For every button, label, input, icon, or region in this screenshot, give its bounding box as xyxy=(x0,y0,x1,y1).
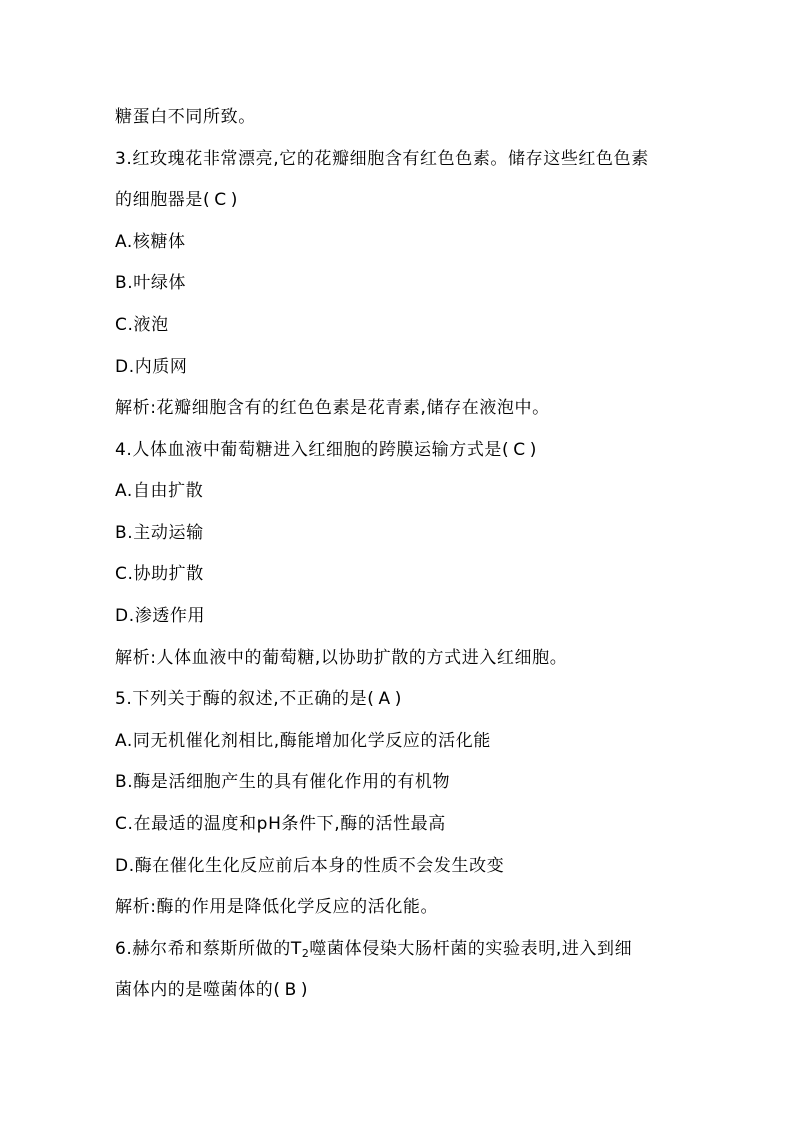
question-5-option-a xyxy=(115,730,491,752)
text-span: 噬菌体侵染大肠杆菌的实验表明,进入到细 xyxy=(309,939,633,959)
text-span: C.协助扩散 xyxy=(115,564,204,584)
question-5-stem xyxy=(115,688,402,710)
text-span: C.液泡 xyxy=(115,315,169,335)
subscript: 2 xyxy=(301,947,310,960)
text-span: 解析:酶的作用是降低化学反应的活化能。 xyxy=(115,897,439,917)
question-5-option-d xyxy=(115,855,504,877)
text-span: B.主动运输 xyxy=(115,523,204,543)
text-span: 解析:人体血液中的葡萄糖,以协助扩散的方式进入红细胞。 xyxy=(115,648,568,668)
question-4-explanation xyxy=(115,647,567,669)
question-5-answer: A xyxy=(378,689,391,709)
text-span: 3.红玫瑰花非常漂亮,它的花瓣细胞含有红色色素。储存这些红色色素 xyxy=(115,149,649,169)
text-span: ) xyxy=(230,190,238,210)
text-span: 菌体内的是噬菌体的( xyxy=(115,980,281,1000)
text-span: B.酶是活细胞产生的具有催化作用的有机物 xyxy=(115,772,451,792)
text-line xyxy=(115,106,256,128)
question-3-stem xyxy=(115,148,649,170)
question-4-option-b xyxy=(115,522,204,544)
text-span: B.叶绿体 xyxy=(115,273,187,293)
question-5-option-c xyxy=(115,813,446,835)
question-3-answer: C xyxy=(214,190,227,210)
question-4-option-a xyxy=(115,480,203,502)
text-span: 糖蛋白不同所致。 xyxy=(115,107,256,127)
text-span: 解析:花瓣细胞含有的红色色素是花青素,储存在液泡中。 xyxy=(115,398,550,418)
text-span: C.在最适的温度和pH条件下,酶的活性最高 xyxy=(115,814,446,834)
text-span: A.自由扩散 xyxy=(115,481,204,501)
text-span: 的细胞器是( xyxy=(115,190,211,210)
text-span: ) xyxy=(394,689,402,709)
question-3-stem-cont xyxy=(115,189,238,211)
question-3-explanation xyxy=(115,397,550,419)
question-6-stem-cont xyxy=(115,979,308,1001)
question-3-option-d xyxy=(115,356,188,378)
question-6-stem xyxy=(115,938,632,960)
text-span: A.同无机催化剂相比,酶能增加化学反应的活化能 xyxy=(115,731,491,751)
text-span: 6.赫尔希和蔡斯所做的T xyxy=(115,939,302,959)
question-5-explanation xyxy=(115,896,438,918)
text-span: ) xyxy=(300,980,309,1000)
question-3-option-a xyxy=(115,231,186,253)
question-4-stem xyxy=(115,439,537,461)
question-3-option-b xyxy=(115,272,186,294)
text-span: D.内质网 xyxy=(115,357,188,377)
question-4-option-d xyxy=(115,605,205,627)
question-3-option-c xyxy=(115,314,169,336)
text-span: D.渗透作用 xyxy=(115,606,206,626)
question-4-option-c xyxy=(115,563,204,585)
text-span: 4.人体血液中葡萄糖进入红细胞的跨膜运输方式是( xyxy=(115,440,510,460)
question-4-answer: C xyxy=(513,440,526,460)
text-span: D.酶在催化生化反应前后本身的性质不会发生改变 xyxy=(115,856,505,876)
text-span: A.核糖体 xyxy=(115,232,186,252)
text-span: 5.下列关于酶的叙述,不正确的是( xyxy=(115,689,375,709)
question-6-answer: B xyxy=(284,980,297,1000)
question-5-option-b xyxy=(115,771,450,793)
text-span: ) xyxy=(529,440,537,460)
